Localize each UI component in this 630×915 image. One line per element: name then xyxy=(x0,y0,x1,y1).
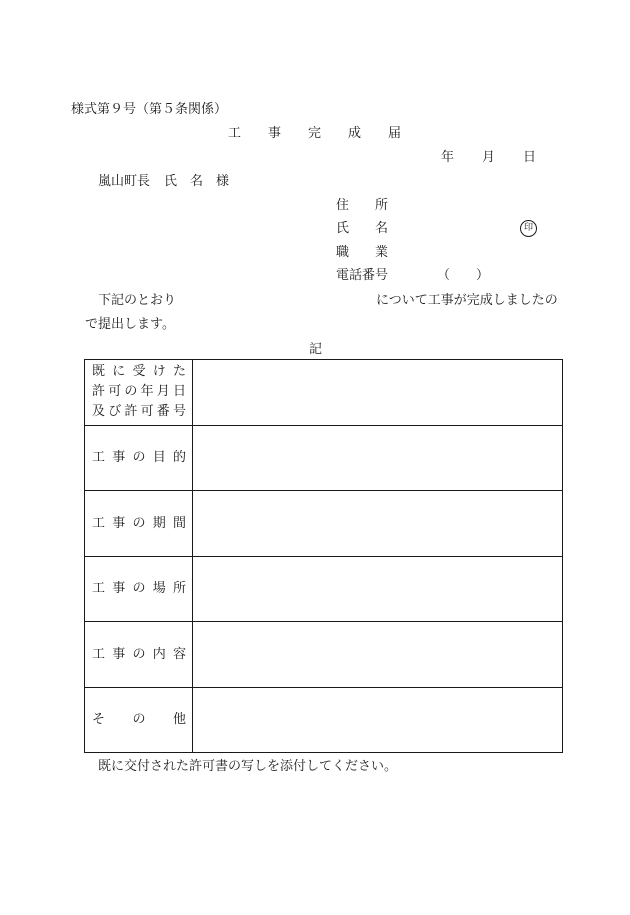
recipient-name-char: 名 xyxy=(190,174,204,189)
table-row xyxy=(85,360,563,426)
label-char: 業 xyxy=(375,245,389,260)
title-char: 工 xyxy=(228,126,242,141)
body-text-end: について工事が完成しましたの xyxy=(376,293,558,308)
ki-heading: 記 xyxy=(309,342,323,357)
recipient-line xyxy=(98,174,229,190)
form-number: 様式第９号（第５条関係） xyxy=(71,102,228,117)
seal-mark-icon: 印 xyxy=(520,220,537,237)
table-row xyxy=(85,622,563,688)
attachment-note: 既に交付された許可書の写しを添付してください。 xyxy=(98,759,398,774)
row-label-prior-permit xyxy=(85,360,193,426)
title-char: 届 xyxy=(388,126,402,141)
date-day-label: 日 xyxy=(523,150,537,165)
row-label-purpose: 工事の目的 xyxy=(85,425,193,491)
title-char: 成 xyxy=(348,126,362,141)
recipient-name-char: 氏 xyxy=(164,174,178,189)
body-text-start: 下記のとおり xyxy=(98,293,177,308)
label-char: 氏 xyxy=(336,221,350,236)
value-cell-purpose[interactable] xyxy=(193,425,563,491)
value-cell-prior-permit[interactable] xyxy=(193,360,563,426)
phone-parentheses: （ ） xyxy=(437,268,490,283)
applicant-name-label xyxy=(336,221,414,237)
title-char: 完 xyxy=(308,126,322,141)
applicant-phone-label: 電話番号 xyxy=(336,268,389,283)
date-year-label: 年 xyxy=(441,150,455,165)
body-text-line2: で提出します。 xyxy=(85,317,175,332)
recipient-honorific: 様 xyxy=(216,174,230,189)
value-cell-content[interactable] xyxy=(193,622,563,688)
label-char: 職 xyxy=(336,245,350,260)
row-label-location: 工事の場所 xyxy=(85,556,193,622)
value-cell-period[interactable] xyxy=(193,491,563,557)
title-char: 事 xyxy=(268,126,282,141)
label-char: 住 xyxy=(336,198,350,213)
applicant-occupation-label xyxy=(336,245,414,261)
table-row xyxy=(85,491,563,557)
value-cell-location[interactable] xyxy=(193,556,563,622)
detail-table xyxy=(84,359,563,753)
row-label-other: そ の 他 xyxy=(85,687,193,753)
date-line xyxy=(441,150,564,166)
label-line: 許可の年月日 xyxy=(92,384,186,400)
table-row xyxy=(85,556,563,622)
label-char: 名 xyxy=(375,221,389,236)
table-row xyxy=(85,687,563,753)
value-cell-other[interactable] xyxy=(193,687,563,753)
applicant-address-label xyxy=(336,198,414,214)
document-title xyxy=(228,126,428,142)
label-line: 既に受けた xyxy=(92,364,186,380)
label-line: 及び許可番号 xyxy=(92,404,186,420)
row-label-content: 工事の内容 xyxy=(85,622,193,688)
date-month-label: 月 xyxy=(482,150,496,165)
table-row xyxy=(85,425,563,491)
label-char: 所 xyxy=(375,198,389,213)
row-label-period: 工事の期間 xyxy=(85,491,193,557)
recipient-office: 嵐山町長 xyxy=(98,174,151,189)
